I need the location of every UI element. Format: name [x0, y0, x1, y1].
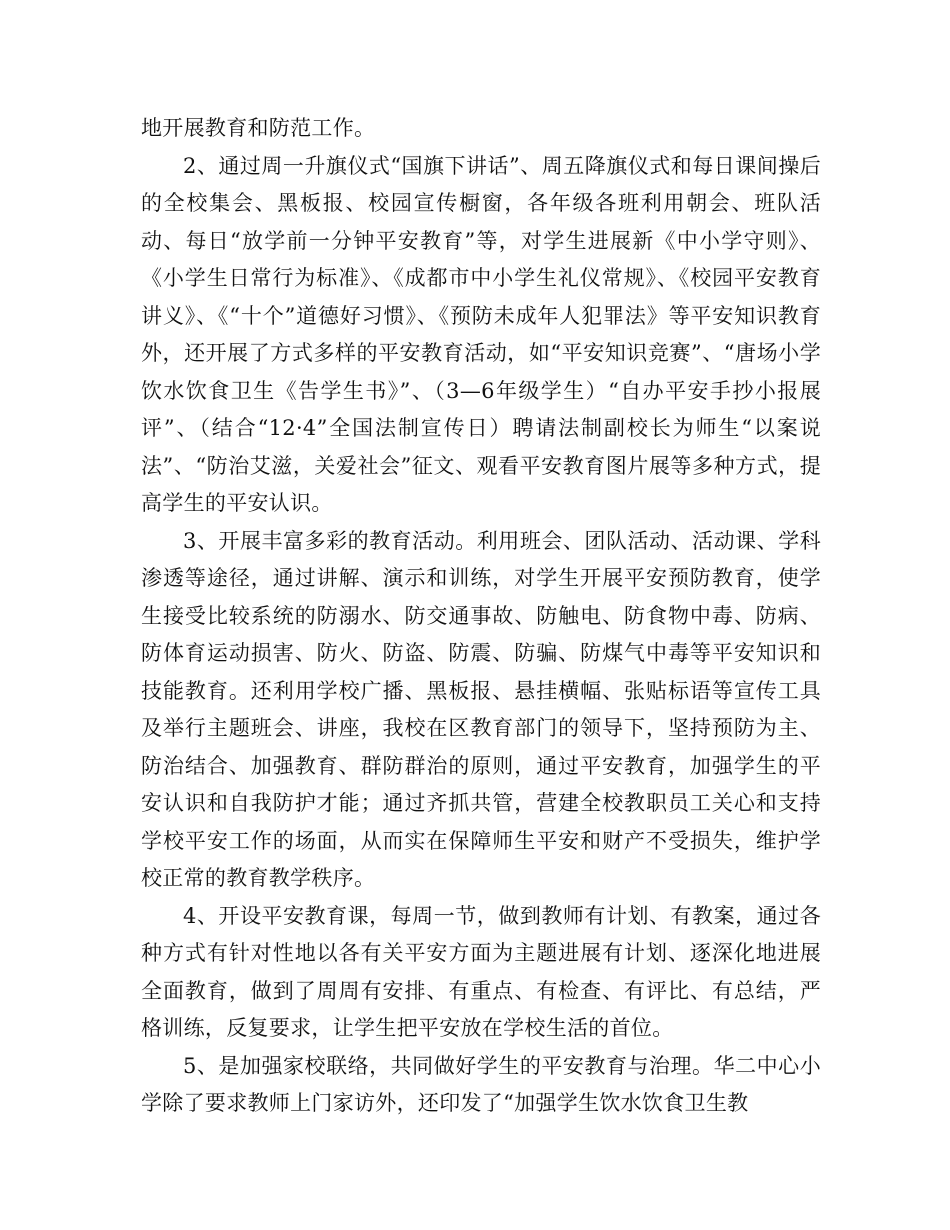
- paragraph-4: 4、开设平安教育课，每周一节，做到教师有计划、有教案，通过各种方式有针对性地以各有关平安方面为主题进展有计划、逐深化地进展全面教育，做到了周周有安排、有重点、有检查、有评比、有总结，严格训练，反复要求，让学生把平安放在学校生活的首位。: [141, 903, 821, 1040]
- paragraph-3: 3、开展丰富多彩的教育活动。利用班会、团队活动、活动课、学科渗透等途径，通过讲解、演示和训练，对学生开展平安预防教育，使学生接受比较系统的防溺水、防交通事故、防触电、防食物中毒、防病、防体育运动损害、防火、防盗、防震、防骗、防煤气中毒等平安知识和技能教育。还利用学校广播、黑板报、悬挂横幅、张贴标语等宣传工具及举行主题班会、讲座，我校在区教育部门的领导下，坚持预防为主、防治结合、加强教育、群防群治的原则，通过平安教育，加强学生的平安认识和自我防护才能；通过齐抓共管，营建全校教职员工关心和支持学校平安工作的场面，从而实在保障师生平安和财产不受损失，维护学校正常的教育教学秩序。: [141, 528, 821, 890]
- paragraph-5: 5、是加强家校联络，共同做好学生的平安教育与治理。华二中心小学除了要求教师上门家访外，还印发了“加强学生饮水饮食卫生教: [141, 1053, 821, 1115]
- document-body: [141, 110, 821, 1123]
- paragraph-continuation: 地开展教育和防范工作。: [141, 116, 376, 140]
- paragraph-2: 2、通过周一升旗仪式“国旗下讲话”、周五降旗仪式和每日课间操后的全校集会、黑板报、校园宣传橱窗，各年级各班利用朝会、班队活动、每日“放学前一分钟平安教育”等，对学生进展新《中小学守则》、《小学生日常行为标准》、《成都市中小学生礼仪常规》、《校园平安教育讲义》、《“十个”道德好习惯》、《预防未成年人犯罪法》等平安知识教育外，还开展了方式多样的平安教育活动，如“平安知识竞赛”、“唐场小学饮水饮食卫生《告学生书》”、（3—6年级学生）“自办平安手抄小报展评”、（结合“12·4”全国法制宣传日）聘请法制副校长为师生“以案说法”、“防治艾滋，关爱社会”征文、观看平安教育图片展等多种方式，提高学生的平安认识。: [141, 153, 821, 515]
